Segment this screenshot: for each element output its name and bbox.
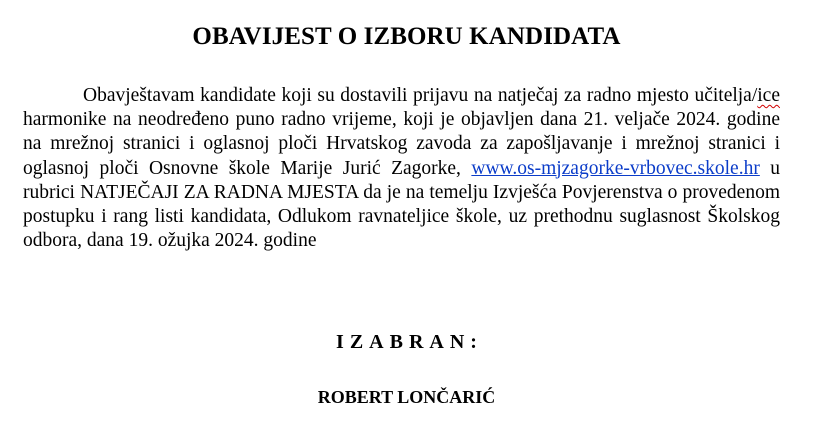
school-website-link[interactable]: www.os-mjzagorke-vrbovec.skole.hr	[471, 157, 760, 179]
page-title: OBAVIJEST O IZBORU KANDIDATA	[192, 23, 621, 50]
paragraph-text-part3: u rubrici NATJEČAJI ZA RADNA MJESTA da je na temelju Izvješća Povjerenstva o provedenom postupku i rang listi kandidata, Odlukom ravnateljice škole, uz prethodnu suglasnost Školskog odbora, dana 19. ožujka 2024. godine	[23, 157, 781, 252]
selected-candidate-name: ROBERT LONČARIĆ	[317, 387, 496, 407]
spellcheck-flagged-word: ice	[757, 85, 780, 106]
selected-heading: IZABRAN:	[336, 331, 483, 353]
paragraph-text-part1: Obavještavam kandidate koji su dostavili prijavu na natječaj za radno mjesto učitelja/	[83, 85, 758, 106]
announcement-paragraph	[23, 84, 780, 253]
paragraph-text-part2: harmonike na neodređeno puno radno vrijeme, koji je objavljen dana 21. veljače 2024. godine na mrežnoj stranici i oglasnoj ploči Hrvatskog zavoda za zapošljavanje i mrežnoj stranici i oglasnoj ploči Osnovne škole Marije Jurić Zagorke,	[23, 109, 780, 179]
